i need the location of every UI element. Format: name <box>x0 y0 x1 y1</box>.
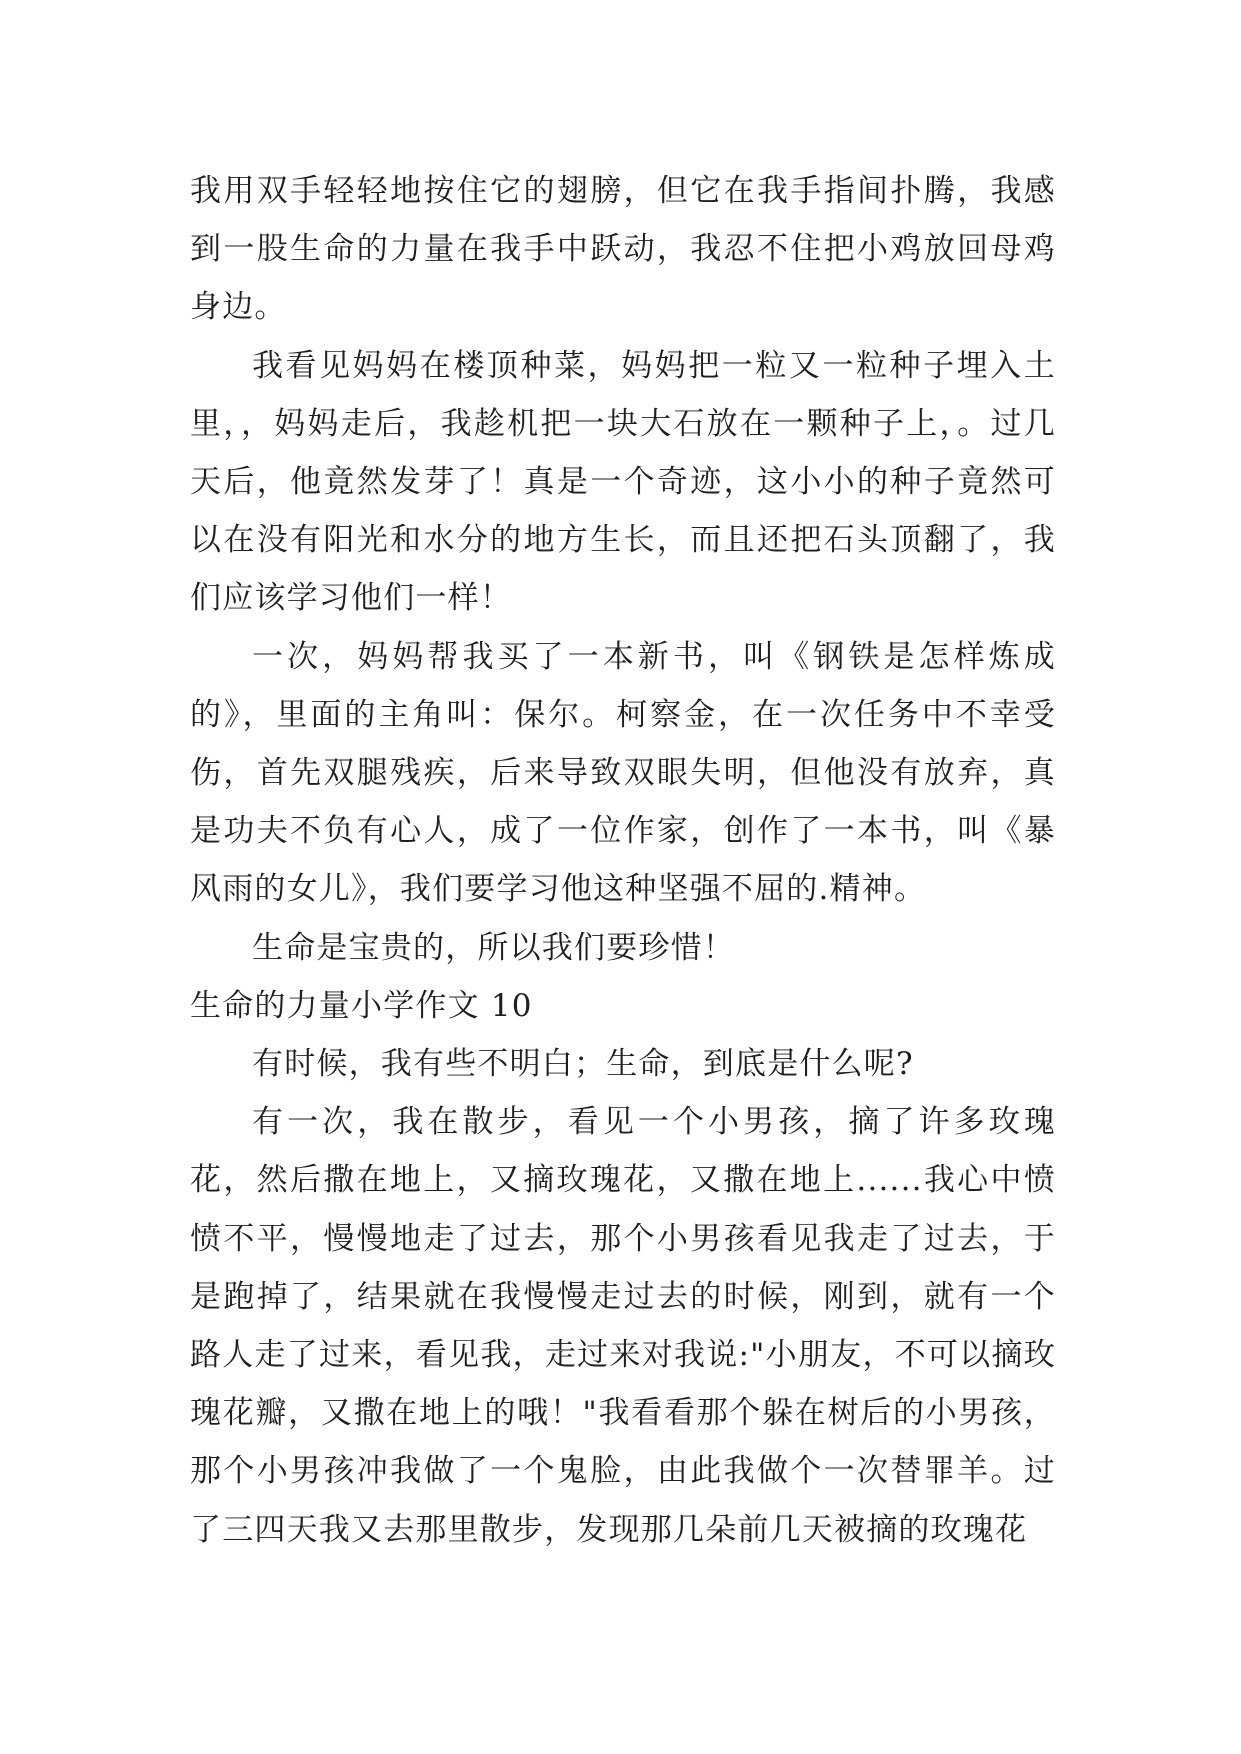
paragraph-5: 有时候，我有些不明白；生命，到底是什么呢? <box>252 1046 914 1083</box>
paragraph-6: 有一次，我在散步，看见一个小男孩，摘了许多玫瑰花，然后撒在地上，又摘玫瑰花，又撒在地上......我心中愤愤不平，慢慢地走了过去，那个小男孩看见我走了过去，于是跑掉了，结果就在我慢慢走过去的时候，刚到，就有一个路人走了过来，看见我，走过来对我说:"小朋友，不可以摘玫瑰花瓣，又撒在地上的哦！"我看看那个躲在树后的小男孩，那个小男孩冲我做了一个鬼脸，由此我做个一次替罪羊。过了三四天我又去那里散步，发现那几朵前几天被摘的玫瑰花 <box>190 1104 1056 1548</box>
document-body <box>190 162 1056 1559</box>
paragraph-2: 我看见妈妈在楼顶种菜，妈妈把一粒又一粒种子埋入土里，，妈妈走后，我趁机把一块大石放在一颗种子上，。过几天后，他竟然发芽了！真是一个奇迹，这小小的种子竟然可以在没有阳光和水分的地方生长，而且还把石头顶翻了，我们应该学习他们一样！ <box>190 347 1056 617</box>
paragraph-1: 我用双手轻轻地按住它的翅膀，但它在我手指间扑腾，我感到一股生命的力量在我手中跃动，我忍不住把小鸡放回母鸡身边。 <box>190 173 1056 326</box>
paragraph-4: 生命是宝贵的，所以我们要珍惜！ <box>252 929 735 966</box>
paragraph-3: 一次，妈妈帮我买了一本新书，叫《钢铁是怎样炼成的》，里面的主角叫：保尔。柯察金，在一次任务中不幸受伤，首先双腿残疾，后来导致双眼失明，但他没有放弃，真是功夫不负有心人，成了一位作家，创作了一本书，叫《暴风雨的女儿》，我们要学习他这种坚强不屈的.精神。 <box>190 638 1056 908</box>
section-heading: 生命的力量小学作文 10 <box>190 987 533 1024</box>
